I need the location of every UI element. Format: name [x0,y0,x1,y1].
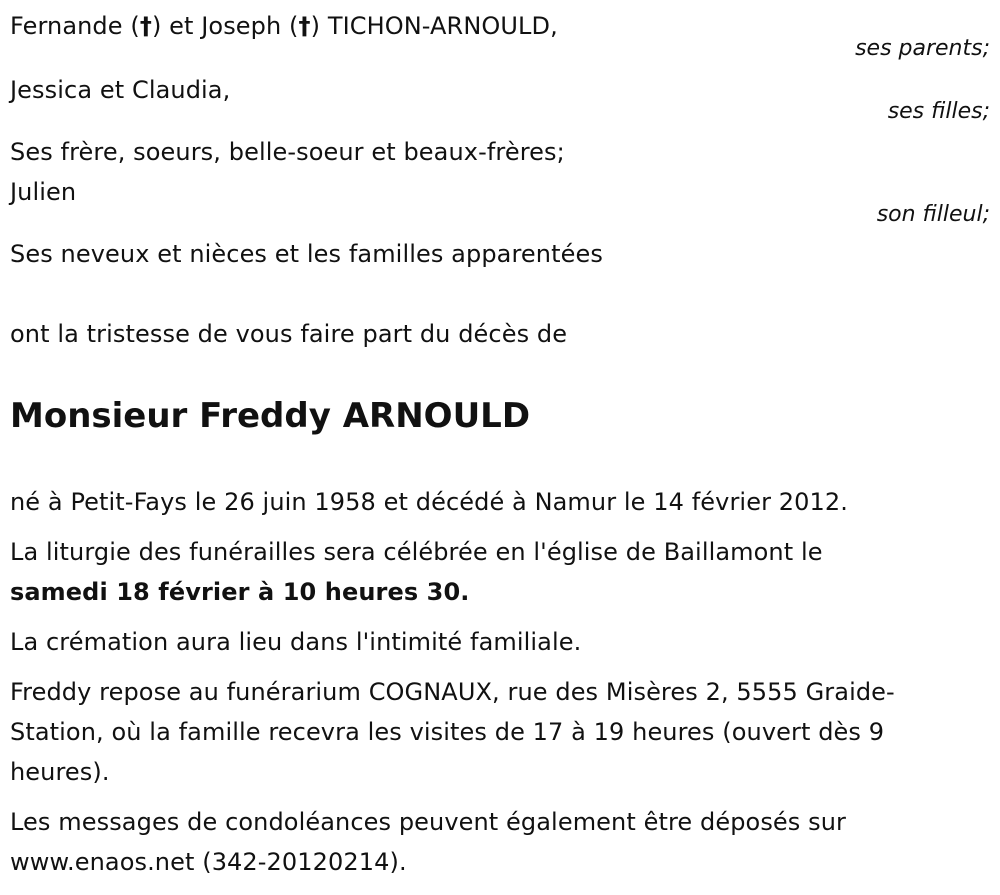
parents-suffix: ) TICHON-ARNOULD, [310,12,558,40]
condolences-line-1: Les messages de condoléances peuvent également être déposés sur [10,808,846,836]
parents-middle: ) et Joseph ( [151,12,299,40]
announcement-line: ont la tristesse de vous faire part du décès de [10,320,568,348]
deceased-name: Monsieur Freddy ARNOULD [10,396,531,436]
daughters-names: Jessica et Claudia, [10,76,231,104]
condolences-line-2: www.enaos.net (342-20120214). [10,848,407,876]
parents-role: ses parents; [855,36,990,61]
cross-icon: † [139,12,152,40]
godson-name: Julien [10,178,77,206]
visitation-line-1: Freddy repose au funérarium COGNAUX, rue des Misères 2, 5555 Graide- [10,678,895,706]
parents-prefix: Fernande ( [10,12,140,40]
cross-icon: † [298,12,311,40]
siblings-line: Ses frère, soeurs, belle-soeur et beaux-frères; [10,138,565,166]
godson-role: son filleul; [876,202,990,227]
parents-line [10,6,558,46]
funeral-datetime: samedi 18 février à 10 heures 30. [10,578,470,606]
cremation-line: La crémation aura lieu dans l'intimité familiale. [10,628,582,656]
funeral-line: La liturgie des funérailles sera célébrée en l'église de Baillamont le [10,538,823,566]
daughters-role: ses filles; [887,99,990,124]
relatives-line: Ses neveux et nièces et les familles apparentées [10,240,603,268]
visitation-line-2: Station, où la famille recevra les visites de 17 à 19 heures (ouvert dès 9 [10,718,885,746]
visitation-line-3: heures). [10,758,110,786]
birth-death-line: né à Petit-Fays le 26 juin 1958 et décédé à Namur le 14 février 2012. [10,488,848,516]
